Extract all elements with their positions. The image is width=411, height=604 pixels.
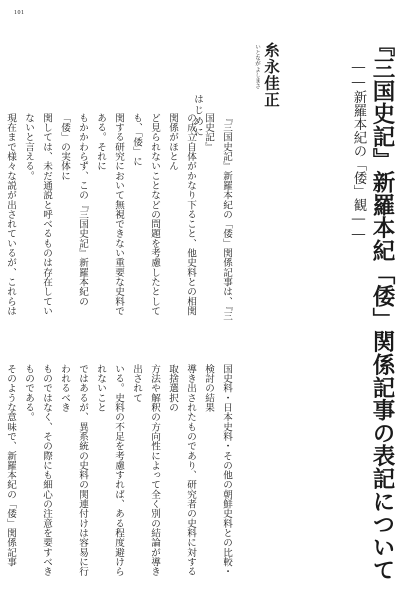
body-line: 導き出されたものであり、研究者の史料に対する取捨選択の bbox=[167, 364, 196, 577]
body-line: ものではなく、その際にも細心の注意を要すべきものである。 bbox=[23, 364, 52, 577]
body-text-upper bbox=[0, 113, 235, 325]
author-name: 糸永佳正 bbox=[262, 42, 281, 108]
author-ruby: いとながよしまさ bbox=[254, 44, 260, 89]
body-line: 方法や解釈の方向性によって全く別の結論が導き出されて bbox=[131, 364, 160, 577]
body-line: 『三国史記』新羅本紀の「倭」関係記事は、『三国史記』 bbox=[203, 113, 232, 321]
body-line: 関する研究において無視できない重要な史料である。それに bbox=[95, 113, 124, 316]
body-line: もかかわらず、この『三国史記』新羅本紀の「倭」の実体に bbox=[59, 113, 88, 306]
body-line: 関しては、未だ通説と呼べるものは存在していないと言える。 bbox=[23, 113, 52, 316]
article-title: 『三国史記』新羅本紀「倭」関係記事の表記について bbox=[369, 34, 395, 582]
section-heading: はじめに bbox=[192, 94, 203, 139]
body-line: ど見られないことなどの問題を考慮したとしても、「倭」に bbox=[131, 113, 160, 316]
page-number: 101 bbox=[14, 10, 25, 16]
article-subtitle: ――新羅本紀の「倭」観―― bbox=[351, 60, 366, 242]
body-line: いる。史料の不足を考慮すれば、ある程度避けられないこと bbox=[95, 364, 124, 577]
body-line: ではあるが、異系統の史料の関連付けは容易に行われるべき bbox=[59, 364, 88, 577]
body-line: 国史料・日本史料・その他の朝鮮史料との比較・検討の結果 bbox=[203, 364, 232, 577]
body-line: そのような意味で、新羅本紀の「倭」関係記事 bbox=[5, 364, 16, 567]
body-line: の成立自体がかなり下ること、他史料との相関関係がほとん bbox=[167, 113, 196, 316]
body-line: 現在まで様々な説が出されているが、これらは bbox=[5, 113, 16, 316]
body-text-lower bbox=[0, 364, 235, 580]
author-block bbox=[253, 42, 280, 108]
